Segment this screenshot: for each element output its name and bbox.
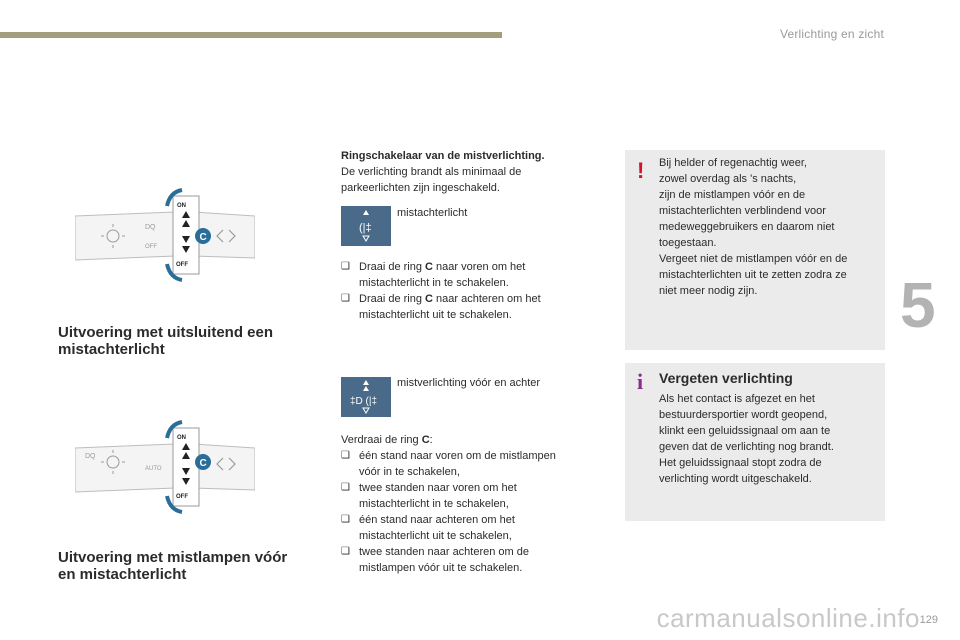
warning-line: medeweggebruikers en daarom niet [659, 221, 835, 233]
stalk-label-dq: DQ [85, 453, 96, 460]
section-title-rear-only [58, 324, 273, 358]
info-line: bestuurdersportier wordt geopend, [659, 409, 828, 421]
section-title-line: Uitvoering met mistlampen vóór [58, 549, 288, 566]
list-item: ❑ twee standen naar achteren om de mistlampen vóór uit te schakelen. [341, 546, 530, 574]
page-number: 129 [919, 614, 938, 626]
warning-line: toegestaan. [659, 237, 717, 249]
svg-text:(|‡: (|‡ [359, 222, 372, 234]
bullet-icon: ❑ [341, 261, 350, 272]
warning-box [625, 150, 885, 350]
info-text [659, 391, 879, 487]
section-title-front-rear [58, 549, 287, 583]
info-line: klinkt een geluidssignaal om aan te [659, 425, 831, 437]
warning-text [659, 155, 879, 299]
intro-line: De verlichting brandt als minimaal de [341, 166, 522, 178]
page-header-title: Verlichting en zicht [779, 27, 884, 41]
ring-label-on: ON [177, 203, 186, 209]
warning-line: zijn de mistlampen vóór en de [659, 189, 806, 201]
rear-fog-instructions [341, 259, 601, 323]
verdraai-line: Verdraai de ring C: [341, 434, 433, 446]
warning-line: zowel overdag als 's nachts, [659, 173, 797, 185]
info-line: geven dat de verlichting nog brandt. [659, 441, 834, 453]
section-title-line: Uitvoering met uitsluitend een [58, 324, 274, 341]
warning-line: mistachterlichten uit te zetten zodra ze [659, 269, 847, 281]
warning-line: niet meer nodig zijn. [659, 285, 758, 297]
svg-text:‡D (|‡: ‡D (|‡ [350, 396, 378, 407]
info-line: verlichting wordt uitgeschakeld. [659, 473, 812, 485]
warning-line: Bij helder of regenachtig weer, [659, 157, 807, 169]
intro-line: parkeerlichten zijn ingeschakeld. [341, 182, 500, 194]
ring-c-letter: C [199, 232, 207, 243]
front-rear-fog-label: mistverlichting vóór en achter [397, 377, 541, 389]
front-rear-fog-light-icon [341, 377, 391, 417]
info-icon: i [637, 369, 644, 394]
fog-stalk-illustration-rear [75, 186, 255, 286]
bullet-icon: ❑ [341, 293, 350, 304]
front-rear-fog-instructions [341, 448, 611, 576]
list-item: ❑ één stand naar achteren om het mistachterlicht uit te schakelen, [341, 514, 515, 542]
stalk-label-dq: DQ [145, 224, 156, 231]
bullet-icon: ❑ [341, 450, 350, 461]
info-line: Als het contact is afgezet en het [659, 393, 815, 405]
info-box [625, 363, 885, 521]
rear-fog-label: mistachterlicht [397, 207, 468, 219]
bullet-icon: ❑ [341, 546, 350, 557]
rear-fog-icon-box [341, 206, 391, 246]
ring-label-on: ON [177, 435, 186, 441]
warning-line: Vergeet niet de mistlampen vóór en de [659, 253, 848, 265]
list-item: ❑ één stand naar voren om de mistlampen vóór in te schakelen, [341, 450, 556, 478]
stalk-label-off-outer: OFF [145, 244, 157, 250]
intro-bold-heading: Ringschakelaar van de mistverlichting. [341, 150, 545, 162]
list-item: ❑ Draai de ring C naar achteren om het mistachterlicht uit te schakelen. [341, 293, 541, 321]
rear-fog-light-icon [341, 206, 391, 246]
warning-icon: ! [637, 158, 645, 183]
info-title: Vergeten verlichting [659, 370, 793, 386]
bullet-icon: ❑ [341, 482, 350, 493]
chapter-number: 5 [900, 269, 936, 341]
ring-c-letter: C [199, 458, 207, 469]
ring-label-off: OFF [176, 494, 188, 500]
section-title-line: mistachterlicht [58, 341, 165, 358]
warning-line: mistachterlichten verblindend voor [659, 205, 826, 217]
bullet-icon: ❑ [341, 514, 350, 525]
ring-label-off: OFF [176, 262, 188, 268]
intro-paragraph [341, 148, 611, 196]
list-item: ❑ Draai de ring C naar voren om het mistachterlicht in te schakelen. [341, 261, 526, 289]
list-item: ❑ twee standen naar voren om het mistachterlicht in te schakelen, [341, 482, 517, 510]
header-accent-bar [0, 32, 502, 38]
watermark-text: carmanualsonline.info [656, 603, 920, 633]
front-rear-fog-icon-box [341, 377, 391, 417]
section-title-line: en mistachterlicht [58, 566, 187, 583]
info-line: Het geluidssignaal stopt zodra de [659, 457, 822, 469]
fog-stalk-illustration-front-rear [75, 418, 255, 518]
stalk-label-auto: AUTO [145, 466, 162, 472]
